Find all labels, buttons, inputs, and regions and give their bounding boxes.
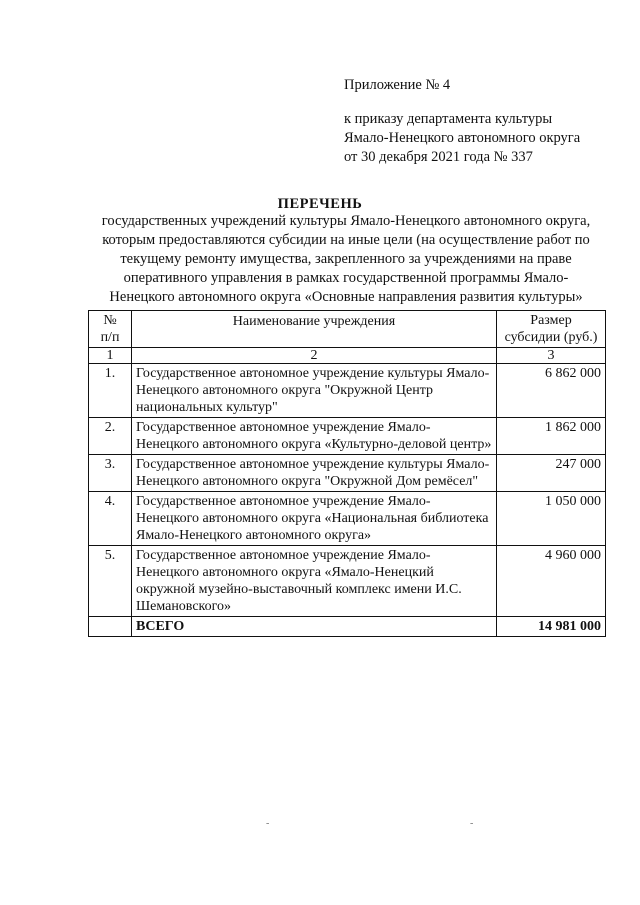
table-header-row xyxy=(89,311,606,348)
appendix-line-2: Ямало-Ненецкого автономного округа xyxy=(344,130,581,146)
appendix-line-1: к приказу департамента культуры xyxy=(344,111,553,127)
appendix-label: Приложение № 4 xyxy=(344,77,451,93)
header-amount-line-1: Размер xyxy=(530,313,572,328)
column-index: 1 xyxy=(89,348,132,364)
document-title: ПЕРЕЧЕНЬ xyxy=(277,196,363,212)
row-number: 1. xyxy=(89,364,132,418)
table-row xyxy=(89,455,606,492)
institution-name: Государственное автономное учреждение Ямало-Ненецкого автономного округа «Культурно-деловой центр» xyxy=(132,418,497,455)
column-index: 2 xyxy=(132,348,497,364)
institution-name: Государственное автономное учреждение Ямало-Ненецкого автономного округа «Национальная библиотека Ямало-Ненецкого автономного округа» xyxy=(132,492,497,546)
subtitle-line: Ненецкого автономного округа «Основные направления развития культуры» xyxy=(109,289,583,305)
subsidy-amount: 6 862 000 xyxy=(497,364,606,418)
header-number-symbol: № xyxy=(103,313,117,328)
institution-name: Государственное автономное учреждение культуры Ямало-Ненецкого автономного округа "Окружной Дом ремёсел" xyxy=(132,455,497,492)
total-label: ВСЕГО xyxy=(132,617,497,637)
total-row xyxy=(89,617,606,637)
table-row xyxy=(89,546,606,617)
column-index: 3 xyxy=(497,348,606,364)
subsidy-amount: 1 050 000 xyxy=(497,492,606,546)
table-row xyxy=(89,364,606,418)
row-number: 2. xyxy=(89,418,132,455)
subsidy-amount: 4 960 000 xyxy=(497,546,606,617)
subtitle-line: государственных учреждений культуры Ямало-Ненецкого автономного округа, xyxy=(101,213,591,229)
subsidy-amount: 247 000 xyxy=(497,455,606,492)
scan-mark-right: - xyxy=(470,818,474,829)
institution-name: Государственное автономное учреждение культуры Ямало-Ненецкого автономного округа "Окружной Центр национальных культур" xyxy=(132,364,497,418)
document-subtitle xyxy=(82,212,610,307)
row-number: 5. xyxy=(89,546,132,617)
header-amount-line-2: субсидии (руб.) xyxy=(504,330,598,345)
row-number: 3. xyxy=(89,455,132,492)
table-row xyxy=(89,492,606,546)
total-amount: 14 981 000 xyxy=(497,617,606,637)
scan-mark-left: - xyxy=(266,818,270,829)
institutions-table xyxy=(88,310,606,637)
total-number-cell xyxy=(89,617,132,637)
appendix-line-3: от 30 декабря 2021 года № 337 xyxy=(344,149,533,165)
header-amount xyxy=(497,311,606,348)
header-number xyxy=(89,311,132,348)
header-name: Наименование учреждения xyxy=(132,311,497,348)
subtitle-line: текущему ремонту имущества, закрепленного за учреждениями на праве xyxy=(120,251,572,267)
subtitle-line: которым предоставляются субсидии на иные цели (на осуществление работ по xyxy=(102,232,590,248)
appendix-block xyxy=(344,76,580,167)
table-row xyxy=(89,418,606,455)
subsidy-amount: 1 862 000 xyxy=(497,418,606,455)
subtitle-line: оперативного управления в рамках государственной программы Ямало- xyxy=(123,270,569,286)
column-index-row xyxy=(89,348,606,364)
row-number: 4. xyxy=(89,492,132,546)
institution-name: Государственное автономное учреждение Ямало-Ненецкого автономного округа «Ямало-Ненецкий окружной музейно-выставочный комплекс имени И.С. Шемановского» xyxy=(132,546,497,617)
header-number-abbr: п/п xyxy=(100,330,120,345)
